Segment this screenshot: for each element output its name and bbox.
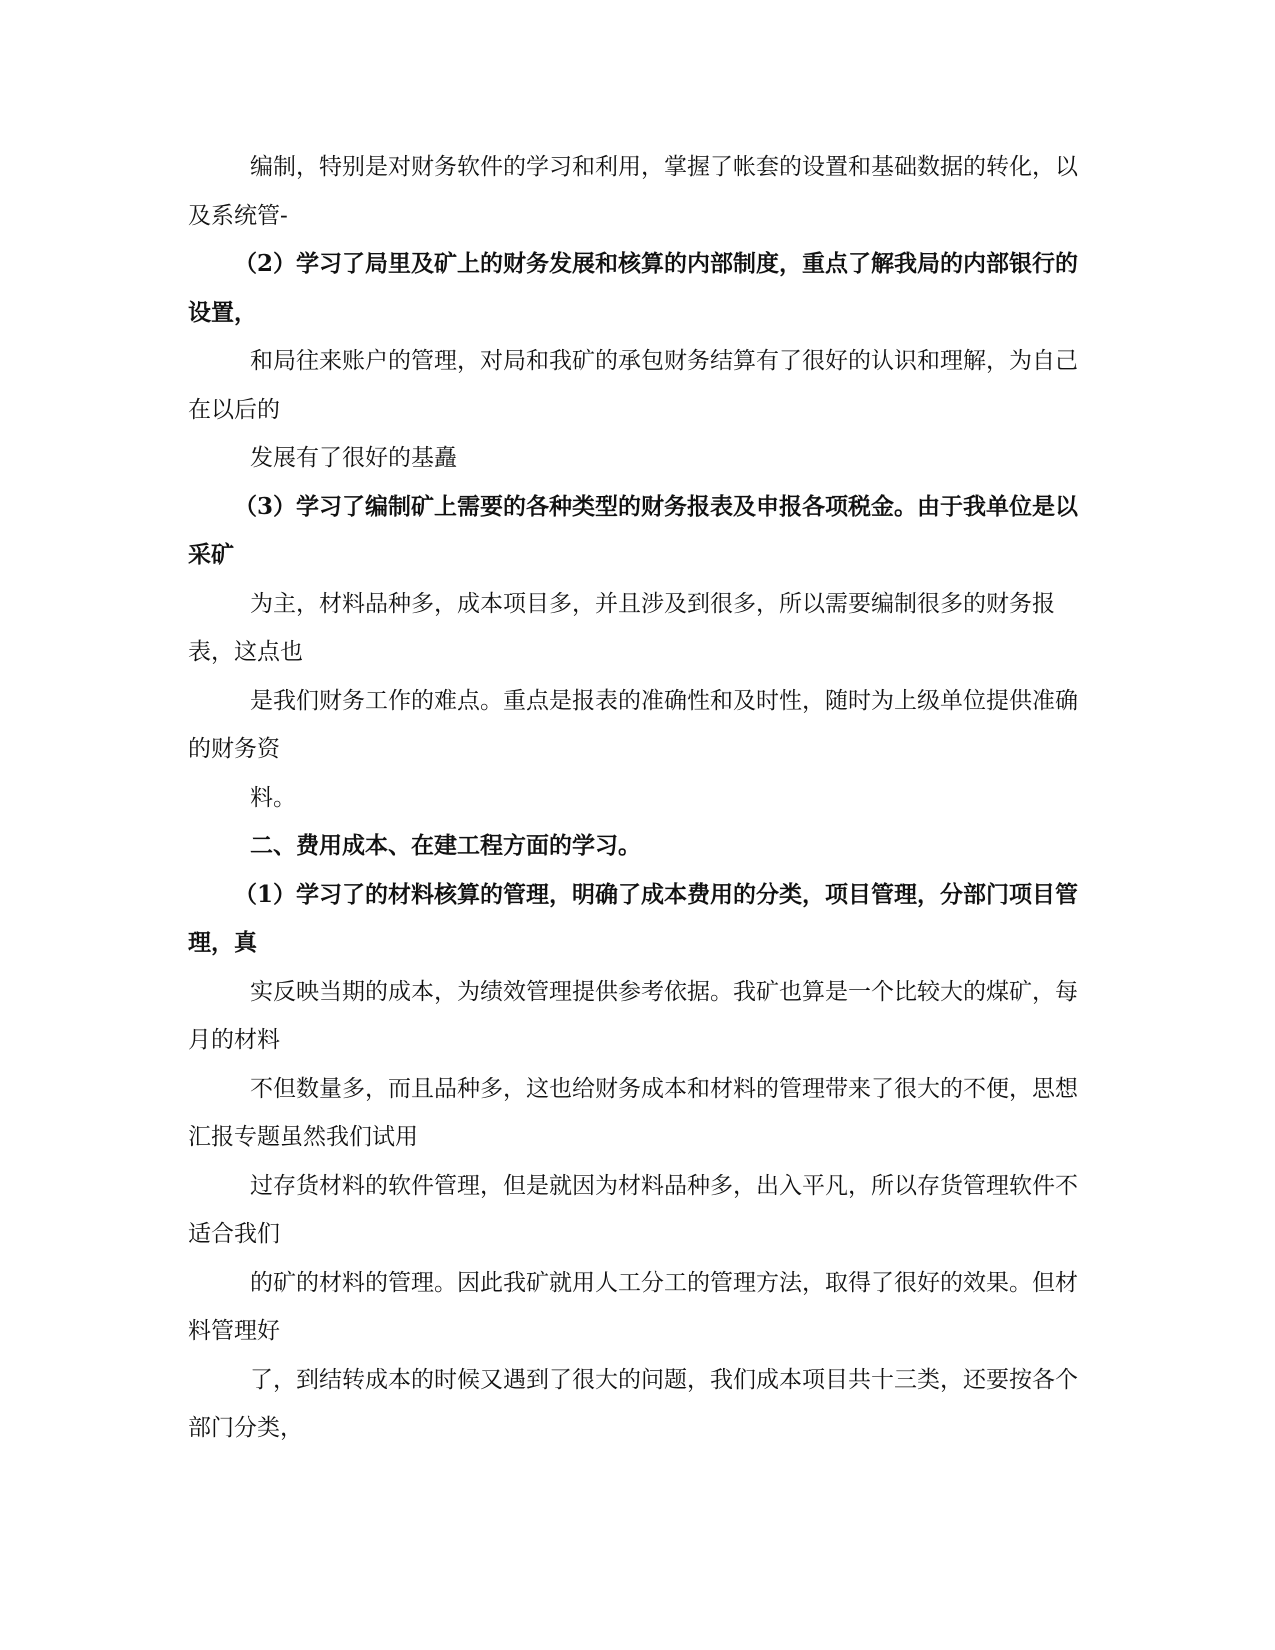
paragraph: 和局往来账户的管理，对局和我矿的承包财务结算有了很好的认识和理解，为自己在以后的 [188,348,1078,423]
paragraph: 实反映当期的成本，为绩效管理提供参考依据。我矿也算是一个比较大的煤矿，每月的材料 [188,978,1078,1053]
paragraph: 不但数量多，而且品种多，这也给财务成本和材料的管理带来了很大的不便，思想汇报专题虽然我们试用 [188,1075,1078,1150]
paragraph: 为主，材料品种多，成本项目多，并且涉及到很多，所以需要编制很多的财务报表，这点也 [188,590,1055,665]
paragraph: 过存货材料的软件管理，但是就因为材料品种多，出入平凡，所以存货管理软件不适合我们 [188,1172,1078,1247]
paragraph: 发展有了很好的基矗 [250,445,457,471]
paragraph: 的矿的材料的管理。因此我矿就用人工分工的管理方法，取得了很好的效果。但材料管理好 [188,1269,1078,1344]
subsection-heading: （1）学习了的材料核算的管理，明确了成本费用的分类，项目管理，分部门项目管理，真 [188,880,1079,956]
paragraph: 编制，特别是对财务软件的学习和利用，掌握了帐套的设置和基础数据的转化，以及系统管- [188,154,1078,229]
document-body [188,143,1088,1453]
section-heading: 二、费用成本、在建工程方面的学习。 [250,832,641,859]
paragraph: 了，到结转成本的时候又遇到了很大的问题，我们成本项目共十三类，还要按各个部门分类， [188,1366,1078,1441]
paragraph: 料。 [250,784,296,811]
subsection-heading: （3）学习了编制矿上需要的各种类型的财务报表及申报各项税金。由于我单位是以采矿 [188,492,1079,568]
subsection-heading: （2）学习了局里及矿上的财务发展和核算的内部制度，重点了解我局的内部银行的设置， [188,250,1079,326]
paragraph: 是我们财务工作的难点。重点是报表的准确性和及时性，随时为上级单位提供准确的财务资 [188,687,1078,762]
